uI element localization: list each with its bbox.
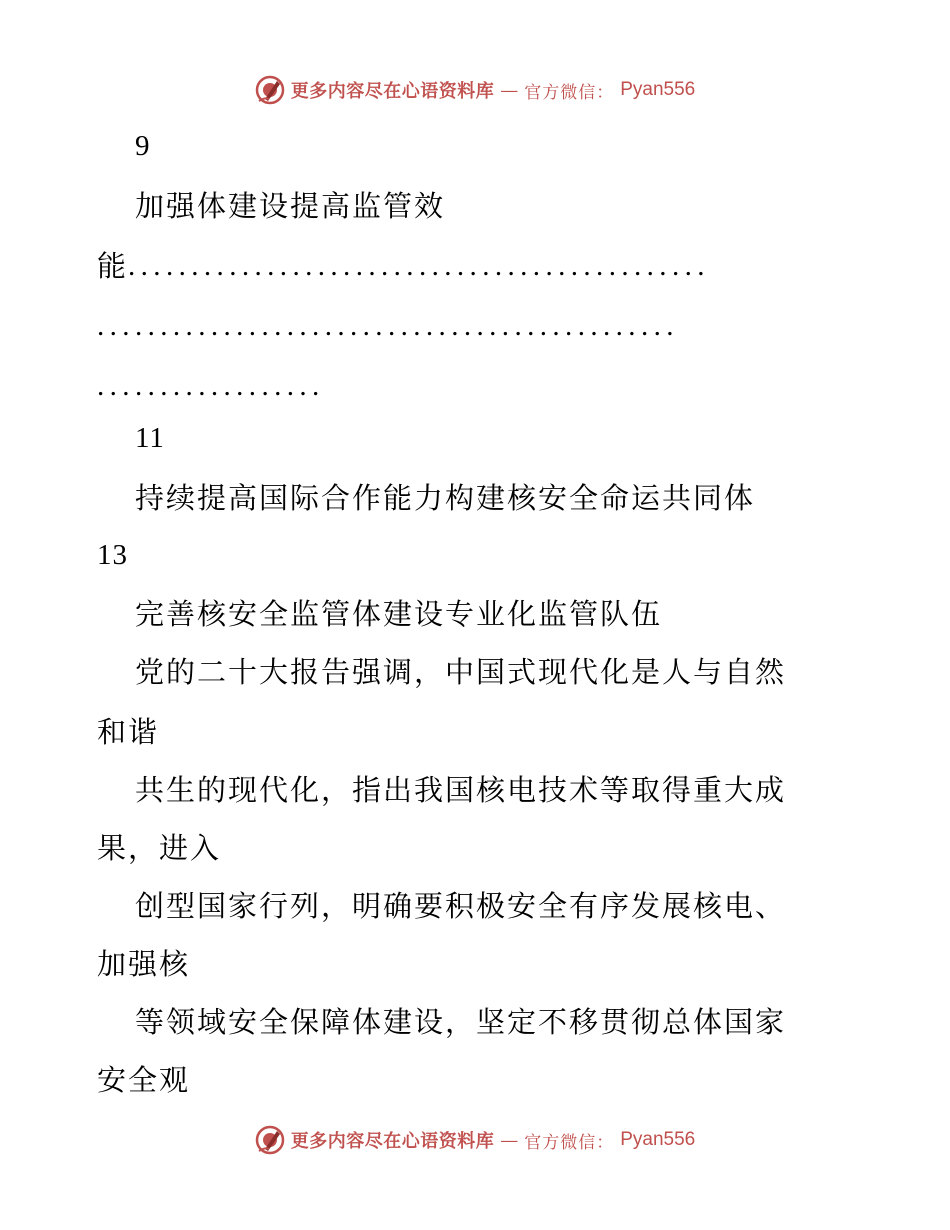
watermark-id: Pyan556: [620, 79, 696, 100]
toc-entry-title-cont: 能: [97, 249, 129, 283]
watermark-official: 官方微信：: [524, 1132, 615, 1153]
watermark-separator: —: [500, 1129, 519, 1151]
body-line: 加强核: [97, 947, 191, 981]
toc-page-number: 13: [97, 539, 128, 571]
body-line: 安全观: [97, 1063, 191, 1097]
watermark-separator: —: [500, 79, 519, 101]
watermark-official: 官方微信：: [524, 82, 615, 103]
watermark-brand: [255, 1125, 696, 1155]
toc-entry-title: 完善核安全监管体建设专业化监管队伍: [135, 597, 663, 631]
toc-leader-dots: ..............................................: [97, 310, 679, 342]
toc-page-number: 9: [135, 130, 151, 162]
toc-leader-dots: ..............................................: [128, 250, 710, 282]
pen-logo-icon: [255, 75, 285, 105]
body-line: 果，进入: [97, 831, 222, 865]
body-line: 共生的现代化，指出我国核电技术等取得重大成: [135, 773, 787, 807]
body-line: 创型国家行列，明确要积极安全有序发展核电、: [135, 889, 787, 923]
watermark-brand: [255, 75, 696, 105]
watermark-text: 更多内容尽在心语资料库: [290, 81, 495, 102]
pen-logo-icon: [255, 1125, 285, 1155]
watermark-text: 更多内容尽在心语资料库: [290, 1131, 495, 1152]
toc-page-number: 11: [135, 422, 165, 454]
header-watermark: [0, 70, 950, 110]
toc-leader-dots: ..................: [97, 370, 325, 402]
watermark-id: Pyan556: [620, 1129, 696, 1150]
body-line: 党的二十大报告强调，中国式现代化是人与自然: [135, 655, 787, 689]
toc-entry-title: 持续提高国际合作能力构建核安全命运共同体: [135, 481, 756, 515]
body-line: 和谐: [97, 715, 160, 749]
body-line: 等领域安全保障体建设，坚定不移贯彻总体国家: [135, 1005, 787, 1039]
footer-watermark: [0, 1120, 950, 1160]
toc-entry-title: 加强体建设提高监管效: [135, 189, 446, 223]
